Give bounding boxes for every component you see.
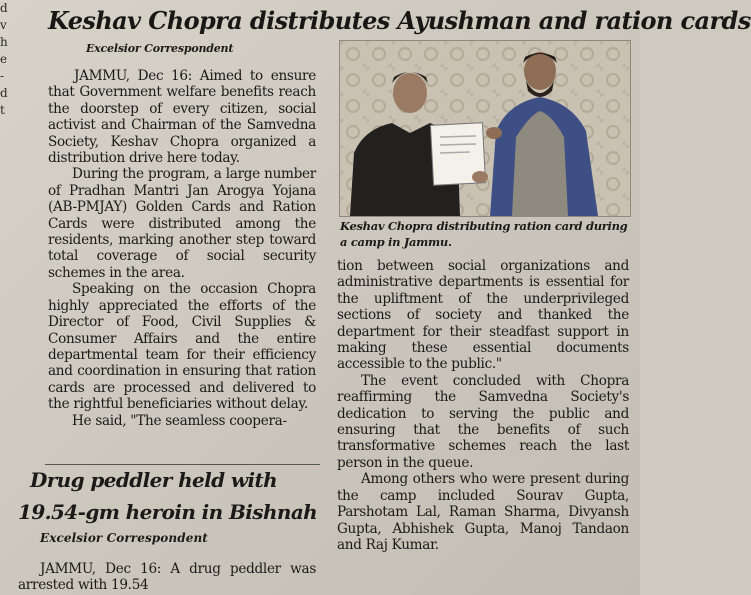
article-photo — [339, 40, 631, 217]
article-paragraph: He said, "The seamless coopera- — [72, 412, 287, 429]
second-article-column — [18, 561, 316, 594]
edge-fragment: h — [0, 35, 8, 49]
adjacent-column-fragments — [0, 0, 22, 120]
edge-fragment: - — [0, 69, 5, 83]
edge-fragment: e — [0, 52, 8, 66]
article-headline: Keshav Chopra distributes Ayushman and ration cards — [48, 6, 751, 35]
second-article-headline-line-1: Drug peddler held with — [30, 468, 278, 492]
article-paragraph: During the program, a large number of Pradhan Mantri Jan Arogya Yojana (AB-PMJAY) Golden Cards and Ration Cards were distributed among the residents, marking another step toward total coverage of social security schemes in the area. — [48, 166, 316, 281]
photo-caption: Keshav Chopra distributing ration card during a camp in Jammu. — [340, 219, 628, 249]
article-paragraph: Speaking on the occasion Chopra highly appreciated the efforts of the Director of Food, Civil Supplies & Consumer Affairs and the entire departmental team for their efficiency and coordination in ensuring that ration cards are processed and delivered to the rightful beneficiaries without delay. — [48, 281, 316, 413]
edge-fragment: t — [0, 103, 5, 117]
article-divider — [45, 464, 320, 465]
article-paragraph: JAMMU, Dec 16: A drug peddler was arrested with 19.54 — [18, 561, 316, 594]
article-paragraph: Among others who were present during the camp included Sourav Gupta, Parshotam Lal, Raman Sharma, Divyansh Gupta, Abhishek Gupta, Manoj Tandaon and Raj Kumar. — [337, 471, 629, 553]
article-paragraph: JAMMU, Dec 16: Aimed to ensure that Government welfare benefits reach the doorstep of every citizen, social activist and Chairman of the Samvedna Society, Keshav Chopra organized a distribution drive here today. — [48, 68, 316, 167]
edge-fragment: d — [0, 86, 8, 100]
article-left-column — [48, 68, 316, 429]
edge-fragment: d — [0, 1, 8, 15]
article-right-column — [337, 258, 629, 553]
edge-fragment: v — [0, 18, 7, 32]
article-byline: Excelsior Correspondent — [86, 42, 234, 55]
second-article-headline-line-2: 19.54-gm heroin in Bishnah — [18, 500, 318, 524]
second-article-byline: Excelsior Correspondent — [40, 531, 208, 545]
article-paragraph: The event concluded with Chopra reaffirming the Samvedna Society's dedication to serving the public and ensuring that the benefits of such transformative schemes reach the last person in the queue. — [337, 372, 629, 471]
article-paragraph: tion between social organizations and administrative departments is essential for the upliftment of the underprivileged sections of society and thanked the department for their steadfast support in making these essential documents accessible to the public." — [337, 258, 629, 373]
photo-illustration — [340, 41, 630, 216]
